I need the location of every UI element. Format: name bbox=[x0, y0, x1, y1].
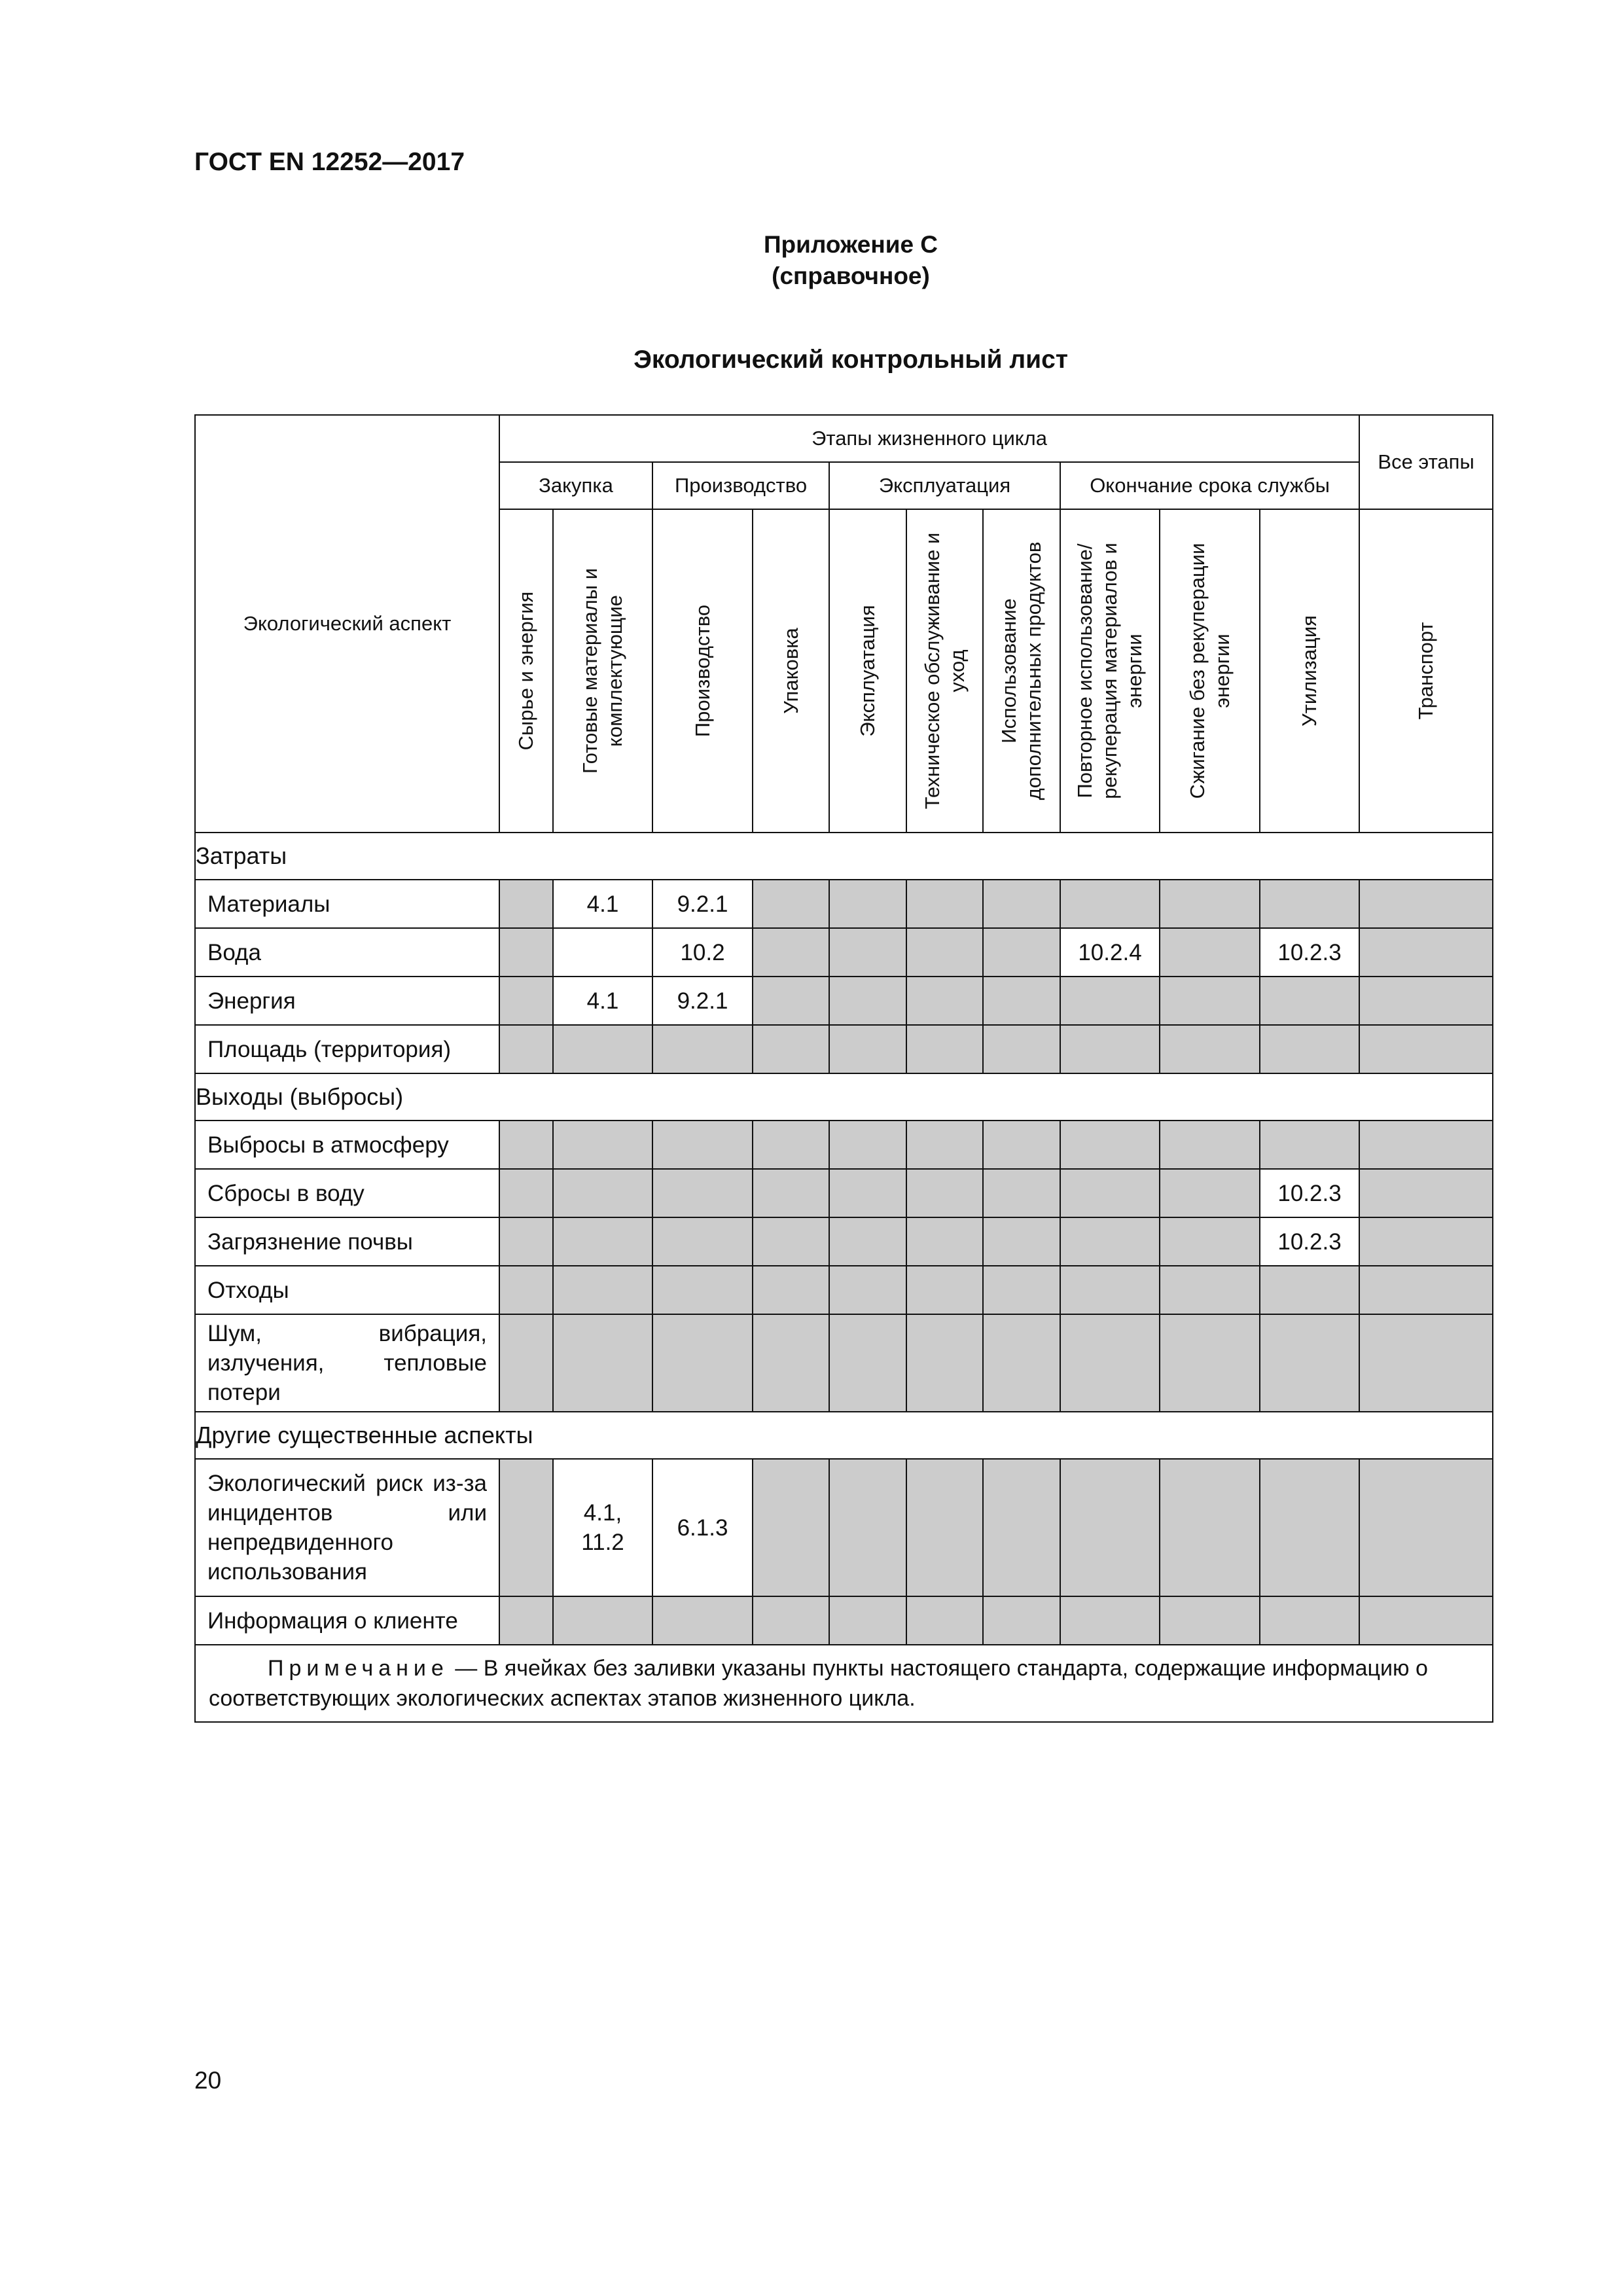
table-cell bbox=[1060, 1459, 1160, 1596]
col-label: Упаковка bbox=[779, 628, 802, 714]
col-label: Транспорт bbox=[1414, 622, 1438, 720]
table-cell: 6.1.3 bbox=[652, 1459, 753, 1596]
col-label: Сжигание без рекуперации энергии bbox=[1185, 543, 1234, 799]
note-text: — В ячейках без заливки указаны пункты настоящего стандарта, содержащие информацию о соответствующих экологических аспектах этапов жизненного цикла. bbox=[209, 1656, 1428, 1711]
row-label: Отходы bbox=[195, 1266, 499, 1314]
table-cell bbox=[652, 1596, 753, 1645]
table-cell bbox=[1260, 1266, 1359, 1314]
all-stages-header: Все этапы bbox=[1359, 415, 1493, 509]
section-title-outputs: Выходы (выбросы) bbox=[195, 1073, 1493, 1121]
table-cell: 10.2.3 bbox=[1260, 1217, 1359, 1266]
table-cell bbox=[753, 1121, 829, 1169]
table-cell bbox=[499, 1266, 553, 1314]
table-cell bbox=[753, 928, 829, 977]
table-cell: 9.2.1 bbox=[652, 977, 753, 1025]
table-cell bbox=[553, 1217, 652, 1266]
section-title-inputs: Затраты bbox=[195, 833, 1493, 880]
table-cell bbox=[906, 977, 983, 1025]
table-cell bbox=[1060, 880, 1160, 928]
col-label: Техническое обслуживание и уход bbox=[920, 532, 969, 810]
table-cell bbox=[829, 1459, 906, 1596]
annex-subtitle: (справочное) bbox=[772, 262, 930, 289]
table-cell bbox=[652, 1266, 753, 1314]
table-row bbox=[195, 880, 1493, 928]
table-cell bbox=[906, 1459, 983, 1596]
table-cell bbox=[1160, 1169, 1260, 1217]
group-purchase: Закупка bbox=[499, 462, 652, 509]
table-cell bbox=[1359, 880, 1493, 928]
table-cell bbox=[1160, 880, 1260, 928]
table-cell bbox=[829, 1025, 906, 1073]
table-cell bbox=[753, 880, 829, 928]
table-cell bbox=[553, 1169, 652, 1217]
row-label: Сбросы в воду bbox=[195, 1169, 499, 1217]
table-row bbox=[195, 1459, 1493, 1596]
table-cell: 4.1 bbox=[553, 977, 652, 1025]
table-cell bbox=[1060, 1314, 1160, 1412]
table-cell bbox=[753, 1459, 829, 1596]
table-cell bbox=[983, 928, 1060, 977]
table-cell: 4.1, 11.2 bbox=[553, 1459, 652, 1596]
table-cell bbox=[906, 1314, 983, 1412]
table-cell bbox=[1260, 1596, 1359, 1645]
table-cell bbox=[906, 880, 983, 928]
row-label: Информация о клиенте bbox=[195, 1596, 499, 1645]
table-cell bbox=[983, 1169, 1060, 1217]
table-cell bbox=[1060, 1266, 1160, 1314]
col-header-raw-materials bbox=[499, 509, 553, 833]
table-cell bbox=[829, 880, 906, 928]
table-cell bbox=[1260, 977, 1359, 1025]
table-cell bbox=[829, 1596, 906, 1645]
table-cell bbox=[1260, 1314, 1359, 1412]
table-cell bbox=[983, 1314, 1060, 1412]
col-header-reuse-recovery bbox=[1060, 509, 1160, 833]
table-cell: 10.2.3 bbox=[1260, 1169, 1359, 1217]
row-label: Площадь (территория) bbox=[195, 1025, 499, 1073]
table-row bbox=[195, 977, 1493, 1025]
table-cell bbox=[1359, 1121, 1493, 1169]
table-cell bbox=[553, 928, 652, 977]
table-cell bbox=[983, 1121, 1060, 1169]
table-cell: 4.1 bbox=[553, 880, 652, 928]
row-label: Экологический риск из-за инцидентов или непредвиденного использования bbox=[195, 1459, 499, 1596]
col-header-transport bbox=[1359, 509, 1493, 833]
table-cell bbox=[499, 977, 553, 1025]
table-cell bbox=[753, 1169, 829, 1217]
aspect-header: Экологический аспект bbox=[195, 415, 499, 833]
table-cell bbox=[1160, 1217, 1260, 1266]
table-cell bbox=[652, 1121, 753, 1169]
row-label: Энергия bbox=[195, 977, 499, 1025]
table-cell bbox=[1160, 1314, 1260, 1412]
group-production: Производство bbox=[652, 462, 829, 509]
document-header: ГОСТ EN 12252—2017 bbox=[194, 148, 465, 176]
table-cell bbox=[1160, 1459, 1260, 1596]
table-cell bbox=[1359, 1217, 1493, 1266]
table-cell bbox=[553, 1025, 652, 1073]
table-cell: 10.2.3 bbox=[1260, 928, 1359, 977]
table-cell bbox=[983, 880, 1060, 928]
table-row bbox=[195, 1217, 1493, 1266]
page-number: 20 bbox=[194, 2067, 222, 2094]
table-cell bbox=[1060, 1169, 1160, 1217]
table-cell bbox=[553, 1121, 652, 1169]
table-cell bbox=[983, 1217, 1060, 1266]
col-label: Готовые материалы и комплектующие bbox=[579, 567, 626, 774]
table-cell bbox=[1060, 977, 1160, 1025]
table-cell bbox=[1160, 977, 1260, 1025]
table-cell bbox=[753, 1266, 829, 1314]
table-cell bbox=[499, 1459, 553, 1596]
table-cell bbox=[983, 977, 1060, 1025]
table-cell bbox=[1359, 1459, 1493, 1596]
table-cell bbox=[829, 1217, 906, 1266]
col-header-maintenance bbox=[906, 509, 983, 833]
col-header-finished-materials bbox=[553, 509, 652, 833]
table-row bbox=[195, 1169, 1493, 1217]
table-cell bbox=[753, 1217, 829, 1266]
table-cell bbox=[753, 1025, 829, 1073]
table-cell bbox=[1359, 1169, 1493, 1217]
table-cell bbox=[983, 1459, 1060, 1596]
group-end-of-life: Окончание срока службы bbox=[1060, 462, 1359, 509]
table-cell bbox=[906, 1121, 983, 1169]
table-cell: 10.2 bbox=[652, 928, 753, 977]
table-cell bbox=[1359, 1314, 1493, 1412]
table-cell bbox=[753, 977, 829, 1025]
section-title-other-aspects: Другие существенные аспекты bbox=[195, 1412, 1493, 1459]
table-cell bbox=[499, 1314, 553, 1412]
eco-checklist-table bbox=[194, 414, 1493, 1723]
table-cell bbox=[1260, 1025, 1359, 1073]
row-label: Выбросы в атмосферу bbox=[195, 1121, 499, 1169]
table-cell bbox=[1160, 1266, 1260, 1314]
annex-heading bbox=[0, 229, 1623, 292]
lifecycle-header: Этапы жизненного цикла bbox=[499, 415, 1359, 462]
table-cell bbox=[829, 1266, 906, 1314]
table-cell bbox=[499, 880, 553, 928]
table-cell bbox=[829, 928, 906, 977]
table-cell bbox=[499, 1025, 553, 1073]
col-header-incineration bbox=[1160, 509, 1260, 833]
table-cell bbox=[829, 1314, 906, 1412]
table-cell: 10.2.4 bbox=[1060, 928, 1160, 977]
col-header-disposal bbox=[1260, 509, 1359, 833]
table-cell bbox=[906, 1596, 983, 1645]
table-cell bbox=[652, 1217, 753, 1266]
col-header-additional-products bbox=[983, 509, 1060, 833]
table-row bbox=[195, 1025, 1493, 1073]
table-cell bbox=[906, 1217, 983, 1266]
table-cell bbox=[1260, 880, 1359, 928]
table-cell bbox=[753, 1314, 829, 1412]
table-cell bbox=[1260, 1121, 1359, 1169]
table-cell bbox=[983, 1266, 1060, 1314]
note-label: Примечание bbox=[268, 1656, 449, 1681]
table-cell bbox=[1160, 1596, 1260, 1645]
table-cell bbox=[906, 1025, 983, 1073]
table-note bbox=[195, 1645, 1493, 1722]
col-header-production bbox=[652, 509, 753, 833]
table-cell bbox=[1160, 928, 1260, 977]
table-cell bbox=[499, 1121, 553, 1169]
table-cell bbox=[983, 1025, 1060, 1073]
row-label: Материалы bbox=[195, 880, 499, 928]
table-row bbox=[195, 928, 1493, 977]
table-cell bbox=[499, 1217, 553, 1266]
table-cell bbox=[906, 928, 983, 977]
table-cell bbox=[499, 1169, 553, 1217]
table-cell bbox=[1359, 1266, 1493, 1314]
table-cell bbox=[1060, 1121, 1160, 1169]
table-cell bbox=[1359, 1596, 1493, 1645]
table-cell bbox=[829, 977, 906, 1025]
col-label: Эксплуатация bbox=[856, 605, 879, 737]
table-cell bbox=[1359, 977, 1493, 1025]
table-cell bbox=[1359, 928, 1493, 977]
table-row bbox=[195, 1121, 1493, 1169]
col-label: Производство bbox=[690, 604, 714, 738]
table-cell bbox=[553, 1314, 652, 1412]
col-header-packaging bbox=[753, 509, 829, 833]
table-cell bbox=[553, 1596, 652, 1645]
table-cell bbox=[906, 1169, 983, 1217]
table-cell bbox=[906, 1266, 983, 1314]
col-label: Сырье и энергия bbox=[514, 591, 537, 751]
col-label: Утилизация bbox=[1298, 615, 1321, 726]
group-operation: Эксплуатация bbox=[829, 462, 1060, 509]
table-cell bbox=[1060, 1596, 1160, 1645]
table-cell: 9.2.1 bbox=[652, 880, 753, 928]
table-cell bbox=[983, 1596, 1060, 1645]
row-label: Загрязнение почвы bbox=[195, 1217, 499, 1266]
table-cell bbox=[1260, 1459, 1359, 1596]
table-cell bbox=[1160, 1121, 1260, 1169]
table-cell bbox=[499, 1596, 553, 1645]
table-cell bbox=[829, 1169, 906, 1217]
table-cell bbox=[499, 928, 553, 977]
table-row bbox=[195, 1266, 1493, 1314]
table-cell bbox=[652, 1169, 753, 1217]
table-cell bbox=[1160, 1025, 1260, 1073]
table-cell bbox=[829, 1121, 906, 1169]
table-title: Экологический контрольный лист bbox=[633, 346, 1068, 374]
table-cell bbox=[652, 1025, 753, 1073]
row-label: Шум, вибрация, излучения, тепловые потери bbox=[195, 1314, 499, 1412]
table-cell bbox=[553, 1266, 652, 1314]
row-label: Вода bbox=[195, 928, 499, 977]
table-row bbox=[195, 1596, 1493, 1645]
table-cell bbox=[652, 1314, 753, 1412]
col-label: Использование дополнительных продуктов bbox=[997, 541, 1045, 800]
col-label: Повторное использование/ рекуперация материалов и энергии bbox=[1073, 543, 1146, 799]
table-row bbox=[195, 1314, 1493, 1412]
table-cell bbox=[1060, 1025, 1160, 1073]
col-header-operation bbox=[829, 509, 906, 833]
annex-title: Приложение С bbox=[763, 231, 938, 258]
table-cell bbox=[1359, 1025, 1493, 1073]
table-cell bbox=[753, 1596, 829, 1645]
table-cell bbox=[1060, 1217, 1160, 1266]
